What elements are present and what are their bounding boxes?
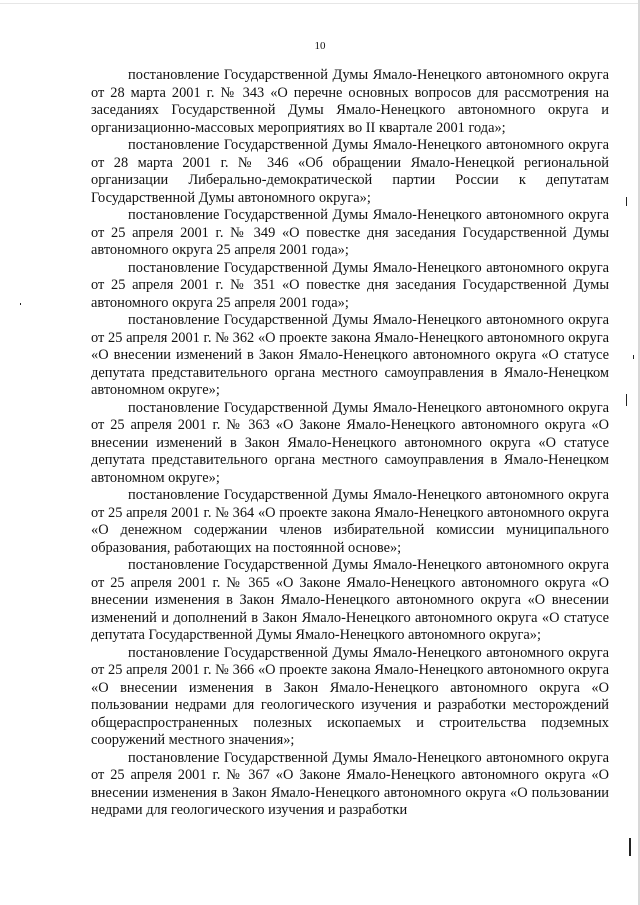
- paragraph-1: постановление Государственной Думы Ямало-Ненецкого автономного округа от 28 марта 2001 г. № 343 «О перечне основных вопросов для рассмотрения на заседаниях Государственной Думы Ямало-Ненецкого автономного округа и организационно-массовых мероприятиях во II квартале 2001 года»;: [91, 67, 609, 136]
- scan-artifact: [626, 394, 627, 406]
- scan-artifact: [629, 838, 631, 856]
- document-body: [91, 67, 609, 820]
- scan-top-edge: [0, 3, 640, 4]
- paragraph-10: постановление Государственной Думы Ямало-Ненецкого автономного округа от 25 апреля 2001 г. № 367 «О Законе Ямало-Ненецкого автономного округа «О внесении изменения в Закон Ямало-Ненецкого автономного округа «О пользовании недрами для геологического изучения и разработки: [91, 749, 609, 818]
- paragraph-3: постановление Государственной Думы Ямало-Ненецкого автономного округа от 25 апреля 2001 г. № 349 «О повестке дня заседания Государственной Думы автономного округа 25 апреля 2001 года»;: [91, 207, 609, 258]
- paragraph-4: постановление Государственной Думы Ямало-Ненецкого автономного округа от 25 апреля 2001 г. № 351 «О повестке дня заседания Государственной Думы автономного округа 25 апреля 2001 года»;: [91, 259, 609, 311]
- scan-artifact: [20, 303, 21, 305]
- paragraph-9: постановление Государственной Думы Ямало-Ненецкого автономного округа от 25 апреля 2001 г. № 366 «О проекте закона Ямало-Ненецкого автономного округа «О внесении изменения в Закон Ямало-Ненецкого автономного округа «О пользовании недрами для геологического изучения и разработки месторождений общераспространенных полезных ископаемых и строительства подземных сооружений местного значения»;: [91, 644, 609, 748]
- paragraph-5: постановление Государственной Думы Ямало-Ненецкого автономного округа от 25 апреля 2001 г. № 362 «О проекте закона Ямало-Ненецкого автономного округа «О внесении изменений в Закон Ямало-Ненецкого автономного округа «О статусе депутата представительного органа местного самоуправления в Ямало-Ненецком автономном округе»;: [91, 312, 609, 398]
- paragraph-7: постановление Государственной Думы Ямало-Ненецкого автономного округа от 25 апреля 2001 г. № 364 «О проекте закона Ямало-Ненецкого автономного округа «О денежном содержании членов избирательной комиссии муниципального образования, работающих на постоянной основе»;: [91, 487, 609, 556]
- page-number: 10: [314, 40, 326, 52]
- paragraph-2: постановление Государственной Думы Ямало-Ненецкого автономного округа от 28 марта 2001 г. № 346 «Об обращении Ямало-Ненецкой региональной организации Либерально-демократической партии России к депутатам Государственной Думы автономного округа»;: [91, 137, 609, 206]
- scan-artifact: [626, 197, 627, 206]
- paragraph-6: постановление Государственной Думы Ямало-Ненецкого автономного округа от 25 апреля 2001 г. № 363 «О Законе Ямало-Ненецкого автономного округа «О внесении изменений в Закон Ямало-Ненецкого автономного округа «О статусе депутата представительного органа местного самоуправления в Ямало-Ненецком автономном округе»;: [91, 399, 609, 486]
- paragraph-8: постановление Государственной Думы Ямало-Ненецкого автономного округа от 25 апреля 2001 г. № 365 «О Законе Ямало-Ненецкого автономного округа «О внесении изменения в Закон Ямало-Ненецкого автономного округа «О внесении изменений и дополнений в Закон Ямало-Ненецкого автономного округа «О статусе депутата Государственной Думы Ямало-Ненецкого автономного округа»;: [91, 557, 609, 643]
- scan-artifact: [633, 355, 634, 359]
